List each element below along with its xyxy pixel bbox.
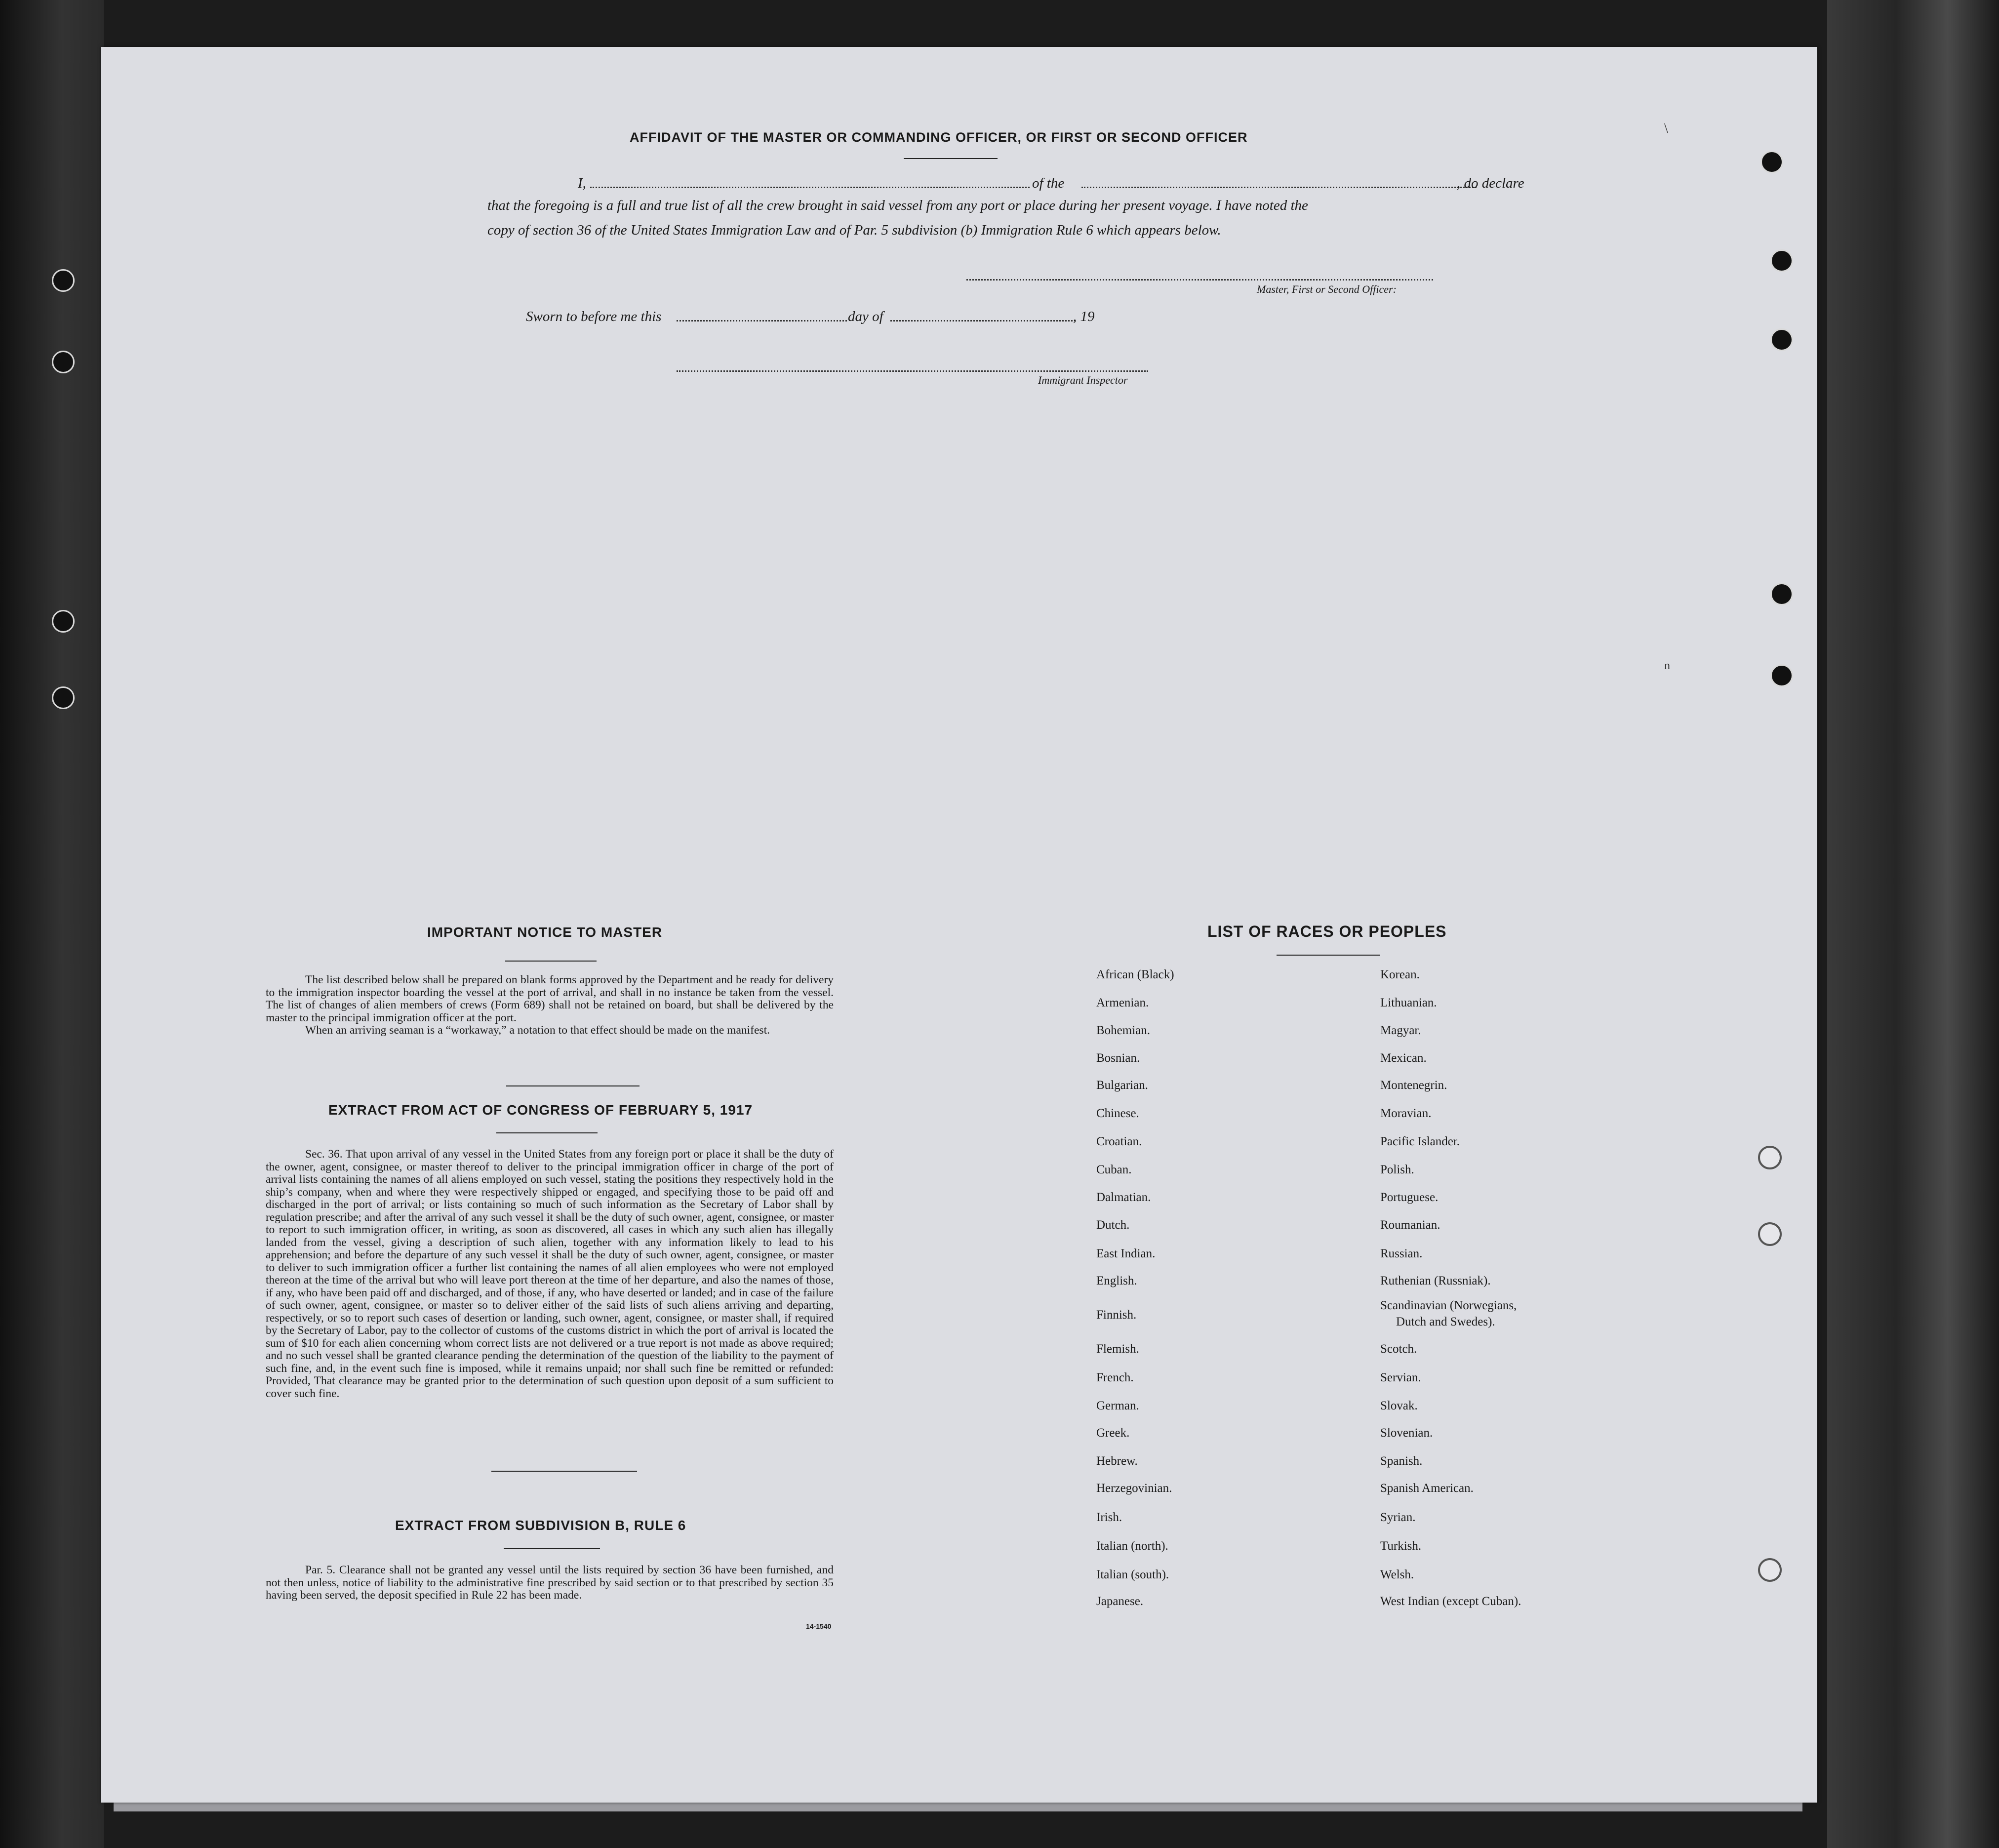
races-title-underline	[1277, 955, 1380, 956]
vessel-fill-line	[1081, 187, 1477, 188]
binder-hole	[1770, 249, 1793, 272]
race-list-item: English.	[1096, 1274, 1137, 1287]
affidavit-line1-mid: of the	[1032, 175, 1065, 191]
race-list-item: Ruthenian (Russniak).	[1380, 1274, 1491, 1287]
race-list-item: Dutch and Swedes).	[1396, 1315, 1495, 1328]
race-list-item: Hebrew.	[1096, 1454, 1138, 1468]
notice-paragraph-2: When an arriving seaman is a “workaway,” a notation to that effect should be made on the manifest.	[305, 1024, 770, 1037]
race-list-item: Greek.	[1096, 1426, 1130, 1440]
race-list-item: Roumanian.	[1380, 1218, 1440, 1232]
binder-hole	[52, 269, 75, 292]
inspector-signature-line	[677, 370, 1148, 372]
race-list-item: Spanish American.	[1380, 1482, 1474, 1495]
race-list-item: Scandinavian (Norwegians,	[1380, 1299, 1517, 1312]
race-list-item: Polish.	[1380, 1163, 1414, 1176]
race-list-item: Magyar.	[1380, 1024, 1421, 1037]
race-list-item: West Indian (except Cuban).	[1380, 1595, 1521, 1608]
section-divider	[491, 1471, 637, 1472]
race-list-item: Turkish.	[1380, 1539, 1422, 1553]
notice-paragraph-1: The list described below shall be prepared on blank forms approved by the Department and be ready for delivery to the immigration inspector boarding the vessel at the port of arrival, and shall in no instance be taken from the vessel. The list of changes of alien members of crews (Form 689) shall not be retained on board, but shall be delivered by the master to the principal immigration officer at the port.	[266, 973, 834, 1024]
binder-hole	[1758, 1558, 1782, 1582]
name-fill-line	[590, 187, 1030, 188]
race-list-item: Bohemian.	[1096, 1024, 1151, 1037]
master-signature-label: Master, First or Second Officer:	[1257, 283, 1397, 295]
race-list-item: Welsh.	[1380, 1568, 1414, 1581]
section-divider	[506, 1085, 640, 1086]
race-list-item: Bulgarian.	[1096, 1079, 1148, 1092]
race-list-item: Slovenian.	[1380, 1426, 1433, 1440]
extract-rule-title: EXTRACT FROM SUBDIVISION B, RULE 6	[395, 1518, 686, 1533]
race-list-item: Dutch.	[1096, 1218, 1130, 1232]
race-list-item: Pacific Islander.	[1380, 1135, 1460, 1148]
race-list-item: Italian (north).	[1096, 1539, 1168, 1553]
race-list-item: Chinese.	[1096, 1107, 1139, 1120]
race-list-item: French.	[1096, 1371, 1134, 1384]
extract-congress-underline	[496, 1132, 598, 1133]
notice-body	[266, 974, 834, 1037]
form-number: 14-1540	[806, 1622, 832, 1630]
race-list-item: Russian.	[1380, 1247, 1423, 1260]
race-list-item: German.	[1096, 1399, 1139, 1412]
race-list-item: East Indian.	[1096, 1247, 1156, 1260]
race-list-item: Portuguese.	[1380, 1191, 1439, 1204]
race-list-item: Bosnian.	[1096, 1051, 1140, 1065]
race-list-item: Herzegovinian.	[1096, 1482, 1172, 1495]
races-title: LIST OF RACES OR PEOPLES	[1207, 923, 1447, 940]
binder-hole	[52, 351, 75, 373]
binder-hole	[1770, 328, 1793, 351]
race-list-item: Armenian.	[1096, 996, 1149, 1009]
race-list-item: Scotch.	[1380, 1342, 1417, 1356]
sworn-start: Sworn to before me this	[526, 309, 662, 324]
race-list-item: Finnish.	[1096, 1308, 1137, 1322]
document-page	[101, 47, 1817, 1803]
binder-hole	[1758, 1222, 1782, 1246]
race-list-item: Japanese.	[1096, 1595, 1144, 1608]
race-list-item: Spanish.	[1380, 1454, 1423, 1468]
race-list-item: Montenegrin.	[1380, 1079, 1447, 1092]
sworn-day-line	[677, 320, 847, 321]
race-list-item: Irish.	[1096, 1511, 1122, 1524]
race-list-item: Cuban.	[1096, 1163, 1132, 1176]
race-list-item: Lithuanian.	[1380, 996, 1437, 1009]
notice-title-underline	[505, 961, 597, 962]
section-36-text	[266, 1148, 834, 1400]
par-5-text	[266, 1564, 834, 1602]
affidavit-line3: copy of section 36 of the United States Immigration Law and of Par. 5 subdivision (b) Immigration Rule 6 which appears below.	[487, 222, 1221, 238]
race-list-item: Slovak.	[1380, 1399, 1418, 1412]
sworn-end: , 19	[1073, 309, 1095, 324]
sworn-month-line	[890, 320, 1076, 321]
title-underline	[904, 158, 998, 159]
binder-hole	[1770, 664, 1793, 687]
race-list-item: African (Black)	[1096, 968, 1174, 981]
race-list-item: Italian (south).	[1096, 1568, 1169, 1581]
inspector-label: Immigrant Inspector	[1038, 374, 1128, 386]
affidavit-line2: that the foregoing is a full and true list of all the crew brought in said vessel from any port or place during her present voyage. I have noted the	[487, 198, 1308, 213]
binder-hole	[1760, 151, 1783, 173]
race-list-item: Dalmatian.	[1096, 1191, 1151, 1204]
binder-hole	[52, 686, 75, 709]
race-list-item: Mexican.	[1380, 1051, 1427, 1065]
binder-hole	[1758, 1146, 1782, 1169]
race-list-item: Croatian.	[1096, 1135, 1142, 1148]
race-list-item: Syrian.	[1380, 1511, 1416, 1524]
master-signature-line	[966, 279, 1433, 281]
binder-hole	[52, 610, 75, 633]
race-list-item: Korean.	[1380, 968, 1420, 981]
margin-mark: \	[1664, 121, 1668, 136]
affidavit-line1-start: I,	[578, 175, 586, 191]
par-5-paragraph: Par. 5. Clearance shall not be granted any vessel until the lists required by section 36 have been furnished, and not then unless, notice of liability to the administrative fine prescribed by said section or to that prescribed by section 35 having been served, the deposit specified in Rule 22 has been made.	[266, 1564, 834, 1602]
margin-mark: n	[1664, 659, 1670, 672]
extract-congress-title: EXTRACT FROM ACT OF CONGRESS OF FEBRUARY 5, 1917	[328, 1102, 753, 1118]
affidavit-line1-end: , do declare	[1457, 175, 1524, 191]
race-list-item: Flemish.	[1096, 1342, 1139, 1356]
scanner-right-edge	[1827, 0, 1999, 1848]
section-36-paragraph: Sec. 36. That upon arrival of any vessel in the United States from any foreign port or place it shall be the duty of the owner, agent, consignee, or master thereof to deliver to the principal immigration officer in charge of the port of arrival lists containing the names of all aliens employed on such vessel, stating the positions they respectively hold in the ship’s company, when and where they were respectively shipped or engaged, and specifying those to be paid off and discharged in the port of arrival; or lists containing so much of such information as the Secretary of Labor shall by regulation prescribe; and after the arrival of any such vessel it shall be the duty of such owner, agent, consignee, or master to report to such immigration officer, in writing, as soon as discovered, all cases in which any such alien has illegally landed from the vessel, giving a description of such alien, together with any information likely to lead to his apprehension; and before the departure of any such vessel it shall be the duty of such owner, agent, consignee, or master to deliver to such immigration officer a further list containing the names of all alien employees who were not employed thereon at the time of the arrival but who will leave port thereon at the time of her departure, and also the names of those, if any, who have been paid off and discharged, and of those, if any, who have deserted or landed; and in case of the failure of such owner, agent, consignee, or master so to deliver either of the said lists of such aliens arriving and departing, respectively, or so to report such cases of desertion or landing, such owner, agent, consignee, or master shall, if required by the Secretary of Labor, pay to the collector of customs of the customs district in which the port of arrival is located the sum of $10 for each alien concerning whom correct lists are not delivered or a true report is not made as above required; and no such vessel shall be granted clearance pending the determination of the question of the liability to the payment of such fine, and, in the event such fine is imposed, while it remains unpaid; nor shall such fine be remitted or refunded: Provided, That clearance may be granted prior to the determination of such question upon deposit of a sum sufficient to cover such fine.	[266, 1148, 834, 1400]
affidavit-title: AFFIDAVIT OF THE MASTER OR COMMANDING OFFICER, OR FIRST OR SECOND OFFICER	[630, 130, 1248, 145]
race-list-item: Moravian.	[1380, 1107, 1432, 1120]
sworn-mid: day of	[848, 309, 883, 324]
race-list-item: Servian.	[1380, 1371, 1421, 1384]
page-bottom-edge	[114, 1803, 1802, 1811]
extract-rule-underline	[504, 1548, 600, 1549]
binder-hole	[1770, 583, 1793, 605]
notice-title: IMPORTANT NOTICE TO MASTER	[427, 924, 663, 940]
